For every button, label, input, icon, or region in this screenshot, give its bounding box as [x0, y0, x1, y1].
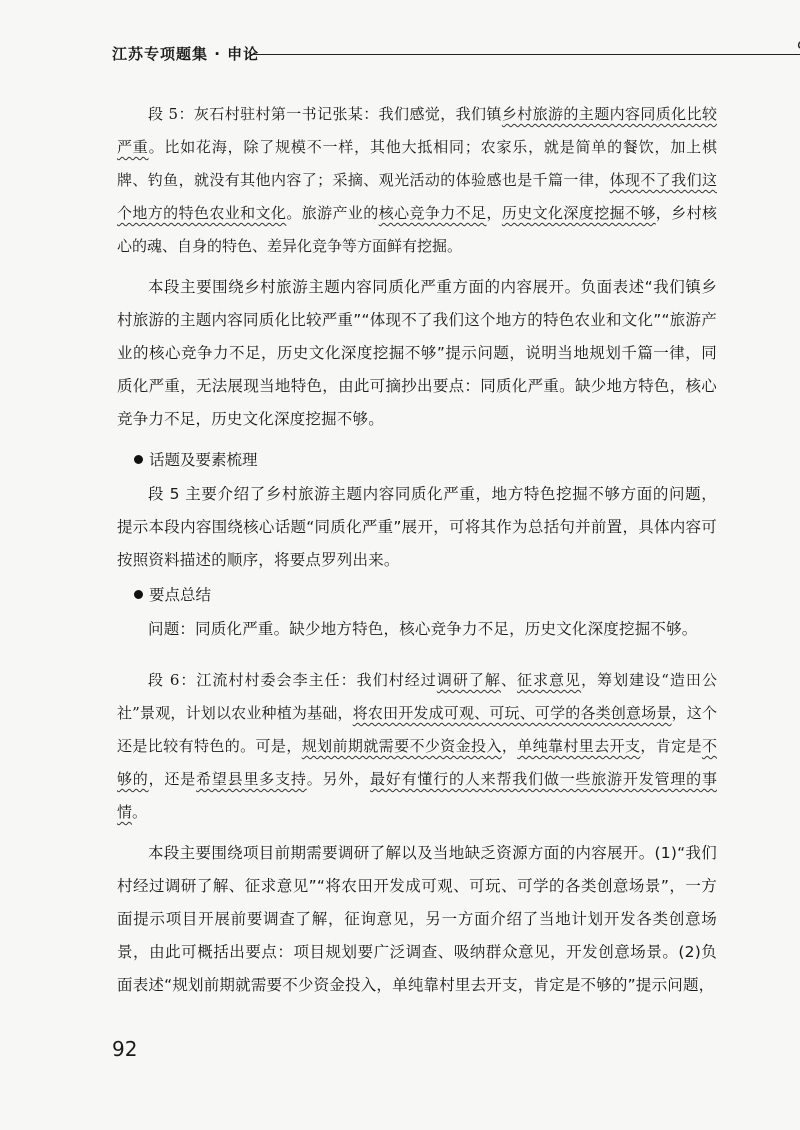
topic-heading	[134, 445, 258, 475]
underlined-span: 希望县里多支持	[196, 770, 307, 788]
text-span: 。比如花海，除了规模不一样，其他大抵相同；农家乐，就是简单的餐饮，加上棋牌、钓鱼，就没有其他内容了；采摘、观光活动的体验感也是千篇一律，	[117, 138, 717, 189]
summary-heading	[134, 580, 211, 610]
paragraph-6-quote	[117, 664, 717, 829]
summary-heading-text: 要点总结	[149, 586, 212, 604]
text-span: 。另外，	[306, 770, 370, 788]
underlined-span: 历史文化深度挖掘不够	[501, 204, 656, 222]
page-header	[112, 40, 722, 70]
book-title: 江苏专项题集 · 申论	[112, 45, 260, 63]
text-span: ，筹划建设“造田公社”景观，计划以农业种植为基础，	[117, 671, 717, 722]
underlined-span: 乡村旅游的主题内容同质化比较严重	[117, 105, 717, 156]
text-span: ，	[486, 204, 502, 222]
header-rule	[250, 54, 800, 55]
topic-paragraph: 段 5 主要介绍了乡村旅游主题内容同质化严重，地方特色挖掘不够方面的问题，提示本段内容围绕核心话题“同质化严重”展开，可将其作为总括句并前置，具体内容可按照资料描述的顺序，将要点罗列出来。	[117, 485, 717, 569]
text-span: ，	[501, 737, 518, 755]
underlined-span: 规划前期就需要不少资金投入	[301, 737, 502, 755]
bullet-icon	[134, 455, 143, 464]
text-span: 段 6：江流村村委会李主任：我们村经过	[148, 671, 437, 689]
summary-paragraph: 问题：同质化严重。缺少地方特色，核心竞争力不足，历史文化深度挖掘不够。	[148, 620, 698, 638]
underlined-span: 不够的	[117, 737, 717, 788]
text-span: ，肯定是	[640, 737, 702, 755]
analysis-paragraph-6: 本段主要围绕项目前期需要调研了解以及当地缺乏资源方面的内容展开。(1)“我们村经过调研了解、征求意见”“将农田开发成可观、可玩、可学的各类创意场景”，一方面提示项目开展前要调查了解，征询意见，另一方面介绍了当地计划开发各类创意场景，由此可概括出要点：项目规划要广泛调查、吸纳群众意见，开发创意场景。(2)负面表述“规划前期就需要不少资金投入，单纯靠村里去开支，肯定是不够的”提示问题，	[117, 844, 717, 994]
sprout-icon	[795, 36, 800, 62]
underlined-span: 最好有懂行的人来帮我们做一些旅游开发管理的事情	[117, 770, 717, 821]
underlined-span: 核心竞争力不足	[378, 204, 487, 222]
underlined-span: 体现不了我们这个地方的特色农业和文化	[117, 171, 717, 222]
analysis-paragraph-5: 本段主要围绕乡村旅游主题内容同质化严重方面的内容展开。负面表述“我们镇乡村旅游的主题内容同质化比较严重”“体现不了我们这个地方的特色农业和文化”“旅游产业的核心竞争力不足，历史文化深度挖掘不够”提示问题，说明当地规划千篇一律，同质化严重，无法展现当地特色，由此可摘抄出要点：同质化严重。缺少地方特色，核心竞争力不足，历史文化深度挖掘不够。	[117, 278, 717, 428]
topic-heading-text: 话题及要素梳理	[149, 451, 258, 469]
underlined-span: 调研了解	[436, 671, 501, 689]
text-span: 。	[132, 803, 148, 821]
paragraph-5-quote	[117, 98, 717, 263]
text-span: ，还是	[148, 770, 197, 788]
text-span: 。旅游产业的	[286, 204, 379, 222]
underlined-span: 将农田开发成可观、可玩、可学的各类创意场景	[352, 704, 672, 722]
underlined-span: 征求意见	[516, 671, 582, 689]
page-number: 92	[112, 1037, 138, 1061]
underlined-span: 单纯靠村里去开支	[517, 737, 641, 755]
text-span: ，这个还是比较有特色的。可是，	[117, 704, 717, 755]
bullet-icon	[134, 590, 143, 599]
text-span: 、	[500, 671, 517, 689]
text-span: 段 5：灰石村驻村第一书记张某：我们感觉，我们镇	[148, 105, 502, 123]
text-span: ，乡村核心的魂、自身的特色、差异化竞争等方面鲜有挖掘。	[117, 204, 717, 255]
